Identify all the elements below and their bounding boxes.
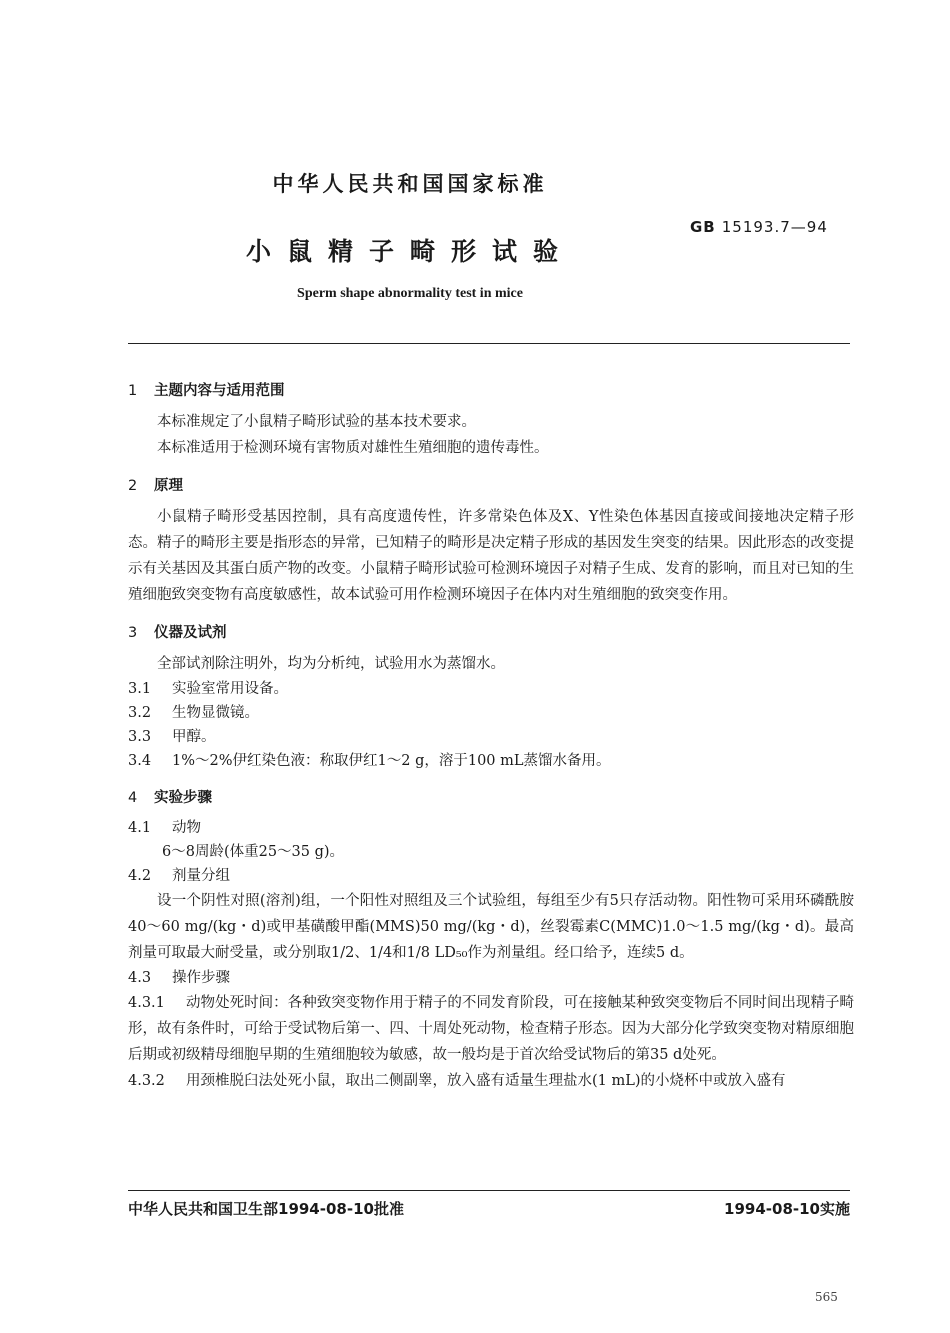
section-1-paragraph: 本标准适用于检测环境有害物质对雄性生殖细胞的遗传毒性。: [157, 440, 549, 456]
section-title: 实验步骤: [154, 790, 212, 806]
clause-text: 用颈椎脱臼法处死小鼠，取出二侧副睾，放入盛有适量生理盐水(1 mL)的小烧杯中或放入盛有: [186, 1073, 786, 1089]
clause-4-3-2: [128, 1068, 854, 1094]
section-1-paragraph: 本标准规定了小鼠精子畸形试验的基本技术要求。: [157, 414, 476, 430]
section-number: 2: [128, 478, 138, 494]
clause-text: 1%～2%伊红染色液：称取伊红1～2 g，溶于100 mL蒸馏水备用。: [172, 753, 611, 769]
clause-number: 3.3: [128, 729, 152, 745]
clause-number: 4.1: [128, 820, 152, 836]
header-divider: [128, 343, 850, 344]
clause-3-1: [128, 677, 854, 701]
implementation-date: 1994-08-10实施: [724, 1200, 850, 1218]
section-number: 4: [128, 790, 138, 806]
clause-number: 3.4: [128, 753, 152, 769]
clause-number: 4.2: [128, 868, 152, 884]
clause-4-2-text: 设一个阴性对照(溶剂)组，一个阳性对照组及三个试验组，每组至少有5只存活动物。阳性物可采用环磷酰胺40～60 mg/(kg・d)或甲基磺酸甲酯(MMS)50 mg/(kg・d)，丝裂霉素C(MMC)1.0～1.5 mg/(kg・d)。最高剂量可取最大耐受量，或分别取1/2、1/4和1/8 LD₅₀作为剂量组。经口给予，连续5 d。: [128, 893, 854, 961]
clause-text: 动物处死时间：各种致突变物作用于精子的不同发育阶段，可在接触某种致突变物后不同时间出现精子畸形，故有条件时，可给于受试物后第一、四、十周处死动物，检查精子形态。因为大部分化学致突变物对精原细胞后期或初级精母细胞早期的生殖细胞较为敏感，故一般均是于首次给受试物后的第35 d处死。: [128, 995, 854, 1063]
section-number: 1: [128, 383, 138, 399]
footer-divider: [128, 1190, 850, 1191]
document-title-english: Sperm shape abnormality test in mice: [297, 286, 523, 301]
page-number: 565: [815, 1290, 838, 1304]
clause-text: 甲醇。: [172, 729, 216, 745]
standard-code-prefix: GB: [690, 218, 716, 236]
standard-header-title: 中华人民共和国国家标准: [272, 172, 548, 196]
clause-number: 3.1: [128, 681, 152, 697]
section-title: 原理: [154, 478, 183, 494]
clause-4-3: [128, 966, 854, 990]
section-3-paragraph: 全部试剂除注明外，均为分析纯，试验用水为蒸馏水。: [157, 656, 505, 672]
clause-title: 剂量分组: [172, 868, 230, 884]
clause-3-3: [128, 725, 854, 749]
document-body: [128, 378, 854, 1094]
clause-3-2: [128, 701, 854, 725]
section-number: 3: [128, 625, 138, 641]
section-4-heading: [128, 785, 854, 811]
section-2-paragraph: 小鼠精子畸形受基因控制，具有高度遗传性，许多常染色体及X、Y性染色体基因直接或间接地决定精子形态。精子的畸形主要是指形态的异常，已知精子的畸形是决定精子形成的基因发生突变的结果。因此形态的改变提示有关基因及其蛋白质产物的改变。小鼠精子畸形试验可检测环境因子对精子生成、发育的影响，而且对已知的生殖细胞致突变物有高度敏感性，故本试验可用作检测环境因子在体内对生殖细胞的致突变作用。: [128, 509, 854, 603]
section-title: 主题内容与适用范围: [154, 383, 285, 399]
clause-4-1: [128, 816, 854, 840]
clause-number: 3.2: [128, 705, 152, 721]
clause-3-4: [128, 749, 854, 773]
clause-number: 4.3.1: [128, 995, 165, 1011]
section-3-heading: [128, 620, 854, 646]
section-2-heading: [128, 473, 854, 499]
clause-title: 动物: [172, 820, 201, 836]
clause-title: 操作步骤: [172, 970, 230, 986]
clause-4-2: [128, 864, 854, 888]
clause-text: 实验室常用设备。: [172, 681, 288, 697]
clause-4-3-1: [128, 990, 854, 1068]
document-title-chinese: 小鼠精子畸形试验: [245, 237, 574, 266]
clause-number: 4.3: [128, 970, 152, 986]
clause-number: 4.3.2: [128, 1073, 165, 1089]
standard-code-number: 15193.7—94: [721, 218, 828, 236]
clause-text: 生物显微镜。: [172, 705, 259, 721]
approval-note: 中华人民共和国卫生部1994-08-10批准: [128, 1200, 404, 1218]
clause-4-1-text: 6～8周龄(体重25～35 g)。: [162, 844, 345, 860]
section-1-heading: [128, 378, 854, 404]
section-title: 仪器及试剂: [154, 625, 227, 641]
